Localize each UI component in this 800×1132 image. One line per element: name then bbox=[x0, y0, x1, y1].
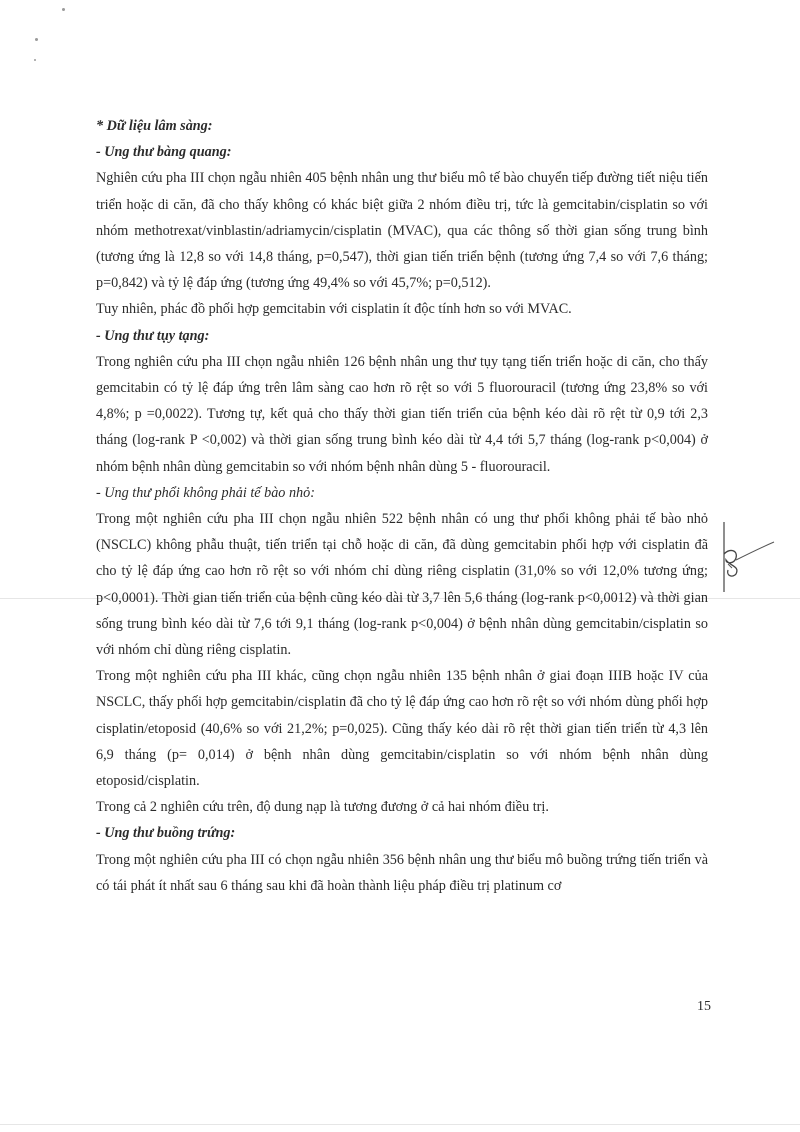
scan-speck bbox=[62, 8, 65, 11]
document-body bbox=[96, 113, 708, 899]
paragraph: Trong nghiên cứu pha III chọn ngẫu nhiên 126 bệnh nhân ung thư tụy tạng tiến triển hoặc di căn, cho thấy gemcitabin có tỷ lệ đáp ứng trên lâm sàng cao hơn rõ rệt so với 5 fluorouracil (tương ứng 23,8% so với 4,8%; p =0,0022). Tương tự, kết quả cho thấy thời gian tiến triển của bệnh kéo dài rõ rệt từ 0,9 tới 2,3 tháng (log-rank P <0,002) và thời gian sống trung bình kéo dài từ 4,4 tới 5,7 tháng (log-rank p<0,004) ở nhóm bệnh nhân dùng gemcitabin so với nhóm bệnh nhân dùng 5 - fluorouracil. bbox=[96, 353, 708, 475]
handwritten-initials bbox=[716, 520, 776, 595]
heading-bladder-cancer: - Ung thư bàng quang: bbox=[96, 144, 232, 161]
paragraph: Trong một nghiên cứu pha III chọn ngẫu nhiên 522 bệnh nhân có ung thư phổi không phải tế bào nhỏ (NSCLC) không phẫu thuật, tiến triển tại chỗ hoặc di căn, đã dùng gemcitabin phối hợp với cisplatin đã cho tỷ lệ đáp ứng cao hơn rõ rệt so với nhóm chỉ dùng riêng cisplatin (31,0% so với 12,0% tương ứng; p<0,0001). Thời gian tiến triển của bệnh cũng kéo dài từ 3,7 lên 5,6 tháng (log-rank p<0,0012) và thời gian sống trung bình kéo dài từ 7,6 tới 9,1 tháng (log-rank p<0,004) ở bệnh nhân dùng gemcitabin/cisplatin so với nhóm chỉ dùng riêng cisplatin. bbox=[96, 511, 708, 659]
heading-nsclc: - Ung thư phổi không phải tế bào nhỏ: bbox=[96, 484, 315, 501]
section-title: * Dữ liệu lâm sàng: bbox=[96, 118, 213, 134]
scan-speck bbox=[34, 59, 36, 61]
scan-speck bbox=[35, 38, 38, 41]
heading-ovarian-cancer: - Ung thư buồng trứng: bbox=[96, 825, 236, 842]
paragraph: Trong một nghiên cứu pha III khác, cũng chọn ngẫu nhiên 135 bệnh nhân ở giai đoạn IIIB hoặc IV của NSCLC, thấy phối hợp gemcitabin/cisplatin đã cho tỷ lệ đáp ứng cao hơn rõ rệt so với nhóm dùng phối hợp cisplatin/etoposid (40,6% so với 21,2%; p=0,025). Cũng thấy kéo dài rõ rệt thời gian tiến triển từ 4,3 lên 6,9 tháng (p= 0,014) ở bệnh nhân dùng gemcitabin/cisplatin so với nhóm bệnh nhân dùng etoposid/cisplatin. bbox=[96, 668, 708, 790]
scan-fold-line bbox=[0, 1124, 800, 1125]
paragraph: Nghiên cứu pha III chọn ngẫu nhiên 405 bệnh nhân ung thư biểu mô tế bào chuyển tiếp đường tiết niệu tiến triển hoặc di căn, đã cho thấy không có khác biệt giữa 2 nhóm điều trị, tức là gemcitabin/cisplatin so với nhóm methotrexat/vinblastin/adriamycin/cisplatin (MVAC), qua các thông số thời gian sống trung bình (tương ứng là 12,8 so với 14,8 tháng, p=0,547), thời gian tiến triển bệnh (tương ứng 7,4 so với 7,6 tháng; p=0,842) và tỷ lệ đáp ứng (tương ứng 49,4% so với 45,7%; p=0,512). bbox=[96, 170, 708, 292]
page-number: 15 bbox=[697, 999, 711, 1014]
paragraph: Tuy nhiên, phác đồ phối hợp gemcitabin với cisplatin ít độc tính hơn so với MVAC. bbox=[96, 301, 572, 318]
heading-pancreatic-cancer: - Ung thư tụy tạng: bbox=[96, 327, 210, 344]
paragraph: Trong một nghiên cứu pha III có chọn ngẫu nhiên 356 bệnh nhân ung thư biểu mô buồng trứng tiến triển và có tái phát ít nhất sau 6 tháng sau khi đã hoàn thành liệu pháp điều trị platinum cơ bbox=[96, 851, 708, 894]
paragraph: Trong cả 2 nghiên cứu trên, độ dung nạp là tương đương ở cả hai nhóm điều trị. bbox=[96, 799, 549, 816]
